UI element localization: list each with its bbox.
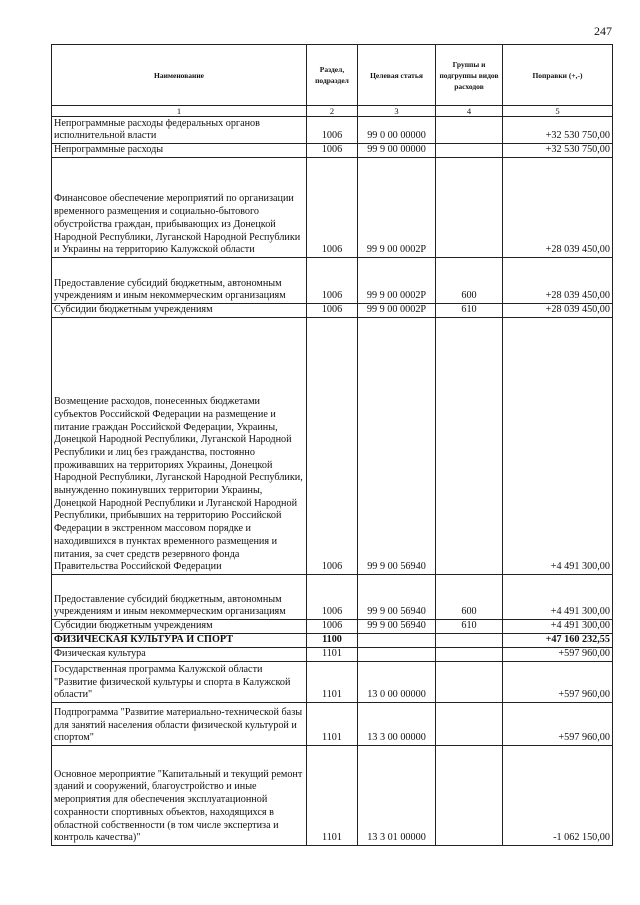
row-target: 99 0 00 00000 bbox=[358, 117, 436, 144]
row-target: 99 9 00 56940 bbox=[358, 575, 436, 620]
row-section: 1006 bbox=[307, 144, 358, 158]
table-row bbox=[52, 703, 613, 746]
page-number: 247 bbox=[594, 24, 612, 38]
row-target bbox=[358, 634, 436, 648]
index-cell: 4 bbox=[436, 106, 503, 117]
table-row bbox=[52, 620, 613, 634]
row-section: 1006 bbox=[307, 158, 358, 258]
row-amount: +47 160 232,55 bbox=[503, 634, 613, 648]
row-target: 99 9 00 0002Р bbox=[358, 304, 436, 318]
row-name: Государственная программа Калужской области "Развитие физической культуры и спорта в Калужской области" bbox=[52, 662, 307, 703]
row-amount: +597 960,00 bbox=[503, 662, 613, 703]
index-cell: 3 bbox=[358, 106, 436, 117]
row-target: 99 9 00 56940 bbox=[358, 620, 436, 634]
header-group: Группы и подгруппы видов расходов bbox=[436, 45, 503, 106]
row-group bbox=[436, 144, 503, 158]
row-amount: +28 039 450,00 bbox=[503, 258, 613, 304]
header-target: Целевая статья bbox=[358, 45, 436, 106]
index-cell: 5 bbox=[503, 106, 613, 117]
row-group: 610 bbox=[436, 304, 503, 318]
row-name: Непрограммные расходы федеральных органов исполнительной власти bbox=[52, 117, 307, 144]
row-section: 1101 bbox=[307, 662, 358, 703]
row-target: 99 9 00 00000 bbox=[358, 144, 436, 158]
row-amount: +597 960,00 bbox=[503, 703, 613, 746]
row-name: Финансовое обеспечение мероприятий по организации временного размещения и социально-бытового обустройства граждан, прибывающих из Донецкой Народной Республики, Луганской Народной Республики и Украины на территорию Калужской области bbox=[52, 158, 307, 258]
column-index-row bbox=[52, 106, 613, 117]
row-amount: +32 530 750,00 bbox=[503, 144, 613, 158]
row-name: Основное мероприятие "Капитальный и текущий ремонт зданий и сооружений, благоустройство и иные мероприятия для обеспечения эксплуатационной сохранности спортивных объектов, находящихся в областной собственности (в том числе экспертиза и контроль качества)" bbox=[52, 746, 307, 846]
row-target bbox=[358, 648, 436, 662]
table-row bbox=[52, 158, 613, 258]
row-name: Подпрограмма "Развитие материально-технической базы для занятий населения области физической культурой и спортом" bbox=[52, 703, 307, 746]
row-amount: +597 960,00 bbox=[503, 648, 613, 662]
row-target: 13 3 01 00000 bbox=[358, 746, 436, 846]
row-name: Непрограммные расходы bbox=[52, 144, 307, 158]
row-target: 99 9 00 0002Р bbox=[358, 258, 436, 304]
row-amount: +4 491 300,00 bbox=[503, 318, 613, 575]
row-group bbox=[436, 117, 503, 144]
row-amount: +28 039 450,00 bbox=[503, 304, 613, 318]
header-section: Раздел, подраздел bbox=[307, 45, 358, 106]
index-cell: 1 bbox=[52, 106, 307, 117]
row-amount: +32 530 750,00 bbox=[503, 117, 613, 144]
row-target: 99 9 00 0002Р bbox=[358, 158, 436, 258]
row-group: 600 bbox=[436, 575, 503, 620]
row-amount: +4 491 300,00 bbox=[503, 575, 613, 620]
row-group: 610 bbox=[436, 620, 503, 634]
row-group bbox=[436, 158, 503, 258]
row-name: Субсидии бюджетным учреждениям bbox=[52, 620, 307, 634]
row-target: 99 9 00 56940 bbox=[358, 318, 436, 575]
row-name: Физическая культура bbox=[52, 648, 307, 662]
row-group bbox=[436, 318, 503, 575]
header-row bbox=[52, 45, 613, 106]
row-section: 1101 bbox=[307, 648, 358, 662]
table-row bbox=[52, 575, 613, 620]
header-amount: Поправки (+,-) bbox=[503, 45, 613, 106]
header-name: Наименование bbox=[52, 45, 307, 106]
row-target: 13 3 00 00000 bbox=[358, 703, 436, 746]
table-row bbox=[52, 662, 613, 703]
row-section: 1006 bbox=[307, 304, 358, 318]
row-section: 1006 bbox=[307, 318, 358, 575]
row-section: 1006 bbox=[307, 258, 358, 304]
index-cell: 2 bbox=[307, 106, 358, 117]
row-group bbox=[436, 703, 503, 746]
table-row bbox=[52, 304, 613, 318]
table-row bbox=[52, 746, 613, 846]
row-section: 1101 bbox=[307, 703, 358, 746]
row-name: Предоставление субсидий бюджетным, автономным учреждениям и иным некоммерческим организациям bbox=[52, 575, 307, 620]
row-amount: -1 062 150,00 bbox=[503, 746, 613, 846]
table-row bbox=[52, 258, 613, 304]
budget-table bbox=[51, 44, 613, 846]
row-section: 1006 bbox=[307, 117, 358, 144]
row-amount: +4 491 300,00 bbox=[503, 620, 613, 634]
row-section: 1006 bbox=[307, 620, 358, 634]
table-row bbox=[52, 648, 613, 662]
row-amount: +28 039 450,00 bbox=[503, 158, 613, 258]
table-row bbox=[52, 144, 613, 158]
table-row bbox=[52, 117, 613, 144]
row-name: Предоставление субсидий бюджетным, автономным учреждениям и иным некоммерческим организациям bbox=[52, 258, 307, 304]
table-row bbox=[52, 318, 613, 575]
row-section: 1100 bbox=[307, 634, 358, 648]
row-name: ФИЗИЧЕСКАЯ КУЛЬТУРА И СПОРТ bbox=[52, 634, 307, 648]
row-group: 600 bbox=[436, 258, 503, 304]
row-group bbox=[436, 648, 503, 662]
row-name: Субсидии бюджетным учреждениям bbox=[52, 304, 307, 318]
row-name: Возмещение расходов, понесенных бюджетами субъектов Российской Федерации на размещение и питание граждан Российской Федерации, Украины, Донецкой Народной Республики, Луганской Народной Республики и лиц без гражданства, постоянно проживавших на территориях Украины, Донецкой Народной Республики, Луганской Народной Республики, вынужденно покинувших территории Украины, Донецкой Народной Республики и Луганской Народной Республики, прибывших на территорию Российской Федерации в экстренном массовом порядке и находившихся в пунктах временного размещения и питания, за счет средств резервного фонда Правительства Российской Федерации bbox=[52, 318, 307, 575]
row-target: 13 0 00 00000 bbox=[358, 662, 436, 703]
row-group bbox=[436, 662, 503, 703]
row-group bbox=[436, 634, 503, 648]
row-group bbox=[436, 746, 503, 846]
table-row bbox=[52, 634, 613, 648]
row-section: 1006 bbox=[307, 575, 358, 620]
row-section: 1101 bbox=[307, 746, 358, 846]
